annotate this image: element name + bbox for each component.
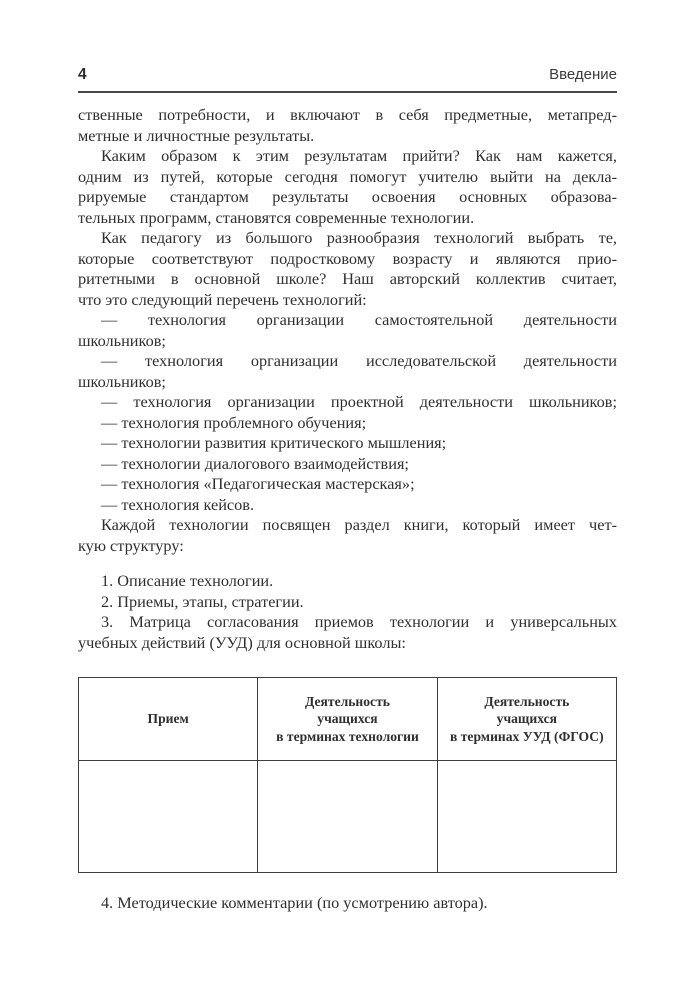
text-line: которые соответствуют подростковому возрасту и являются прио- bbox=[78, 248, 617, 268]
text-line: что это следующий перечень технологий: bbox=[78, 289, 367, 309]
text-line: учебных действий (УУД) для основной школы: bbox=[78, 632, 406, 652]
text-line: школьников; bbox=[78, 371, 166, 391]
text-line: — технология «Педагогическая мастерская»; bbox=[101, 474, 415, 493]
numbered-item bbox=[78, 893, 617, 914]
text-line: кую структуру: bbox=[78, 535, 184, 555]
matrix-header-cell bbox=[79, 678, 258, 761]
matrix-empty-cell bbox=[79, 761, 258, 873]
matrix-empty-row bbox=[79, 761, 617, 873]
matrix-header-cell bbox=[258, 678, 437, 761]
matrix-header-cell bbox=[437, 678, 616, 761]
text-line: 3. Матрица согласования приемов технологии и универсальных bbox=[101, 612, 617, 631]
text-line: — технология организации проектной деятельности школьников; bbox=[101, 392, 617, 411]
matrix-empty-cell bbox=[258, 761, 437, 873]
text-line: — технологии развития критического мышления; bbox=[101, 433, 447, 452]
vertical-gap bbox=[78, 873, 617, 893]
text-line: — технология организации самостоятельной деятельности bbox=[101, 310, 617, 329]
dash-list-item bbox=[78, 495, 617, 516]
text-line: рируемые стандартом результаты освоения основных образова- bbox=[78, 187, 617, 206]
page-body bbox=[78, 105, 617, 914]
matrix-header-line: учащихся bbox=[496, 711, 558, 727]
paragraph-continuation bbox=[78, 105, 617, 146]
text-line: — технология проблемного обучения; bbox=[101, 412, 367, 432]
dash-list-item bbox=[78, 310, 617, 351]
text-line: ственные потребности, и включают в себя предметные, метапред- bbox=[78, 105, 617, 124]
text-line: ритетными в основной школе? Наш авторский коллектив считает, bbox=[78, 269, 617, 288]
matrix-header-line: Деятельность bbox=[484, 693, 570, 709]
matrix-header-line: в терминах технологии bbox=[276, 728, 419, 744]
text-line: Как педагогу из большого разнообразия технологий выбрать те, bbox=[101, 228, 617, 247]
text-line: 1. Описание технологии. bbox=[101, 571, 274, 590]
vertical-gap bbox=[78, 653, 617, 677]
text-line: школьников; bbox=[78, 330, 166, 350]
matrix-header-line: Деятельность bbox=[305, 693, 390, 709]
text-line: — технология кейсов. bbox=[101, 494, 255, 514]
dash-list-item bbox=[78, 454, 617, 475]
text-line: Каким образом к этим результатам прийти? Как нам кажется, bbox=[101, 146, 617, 165]
text-line: Каждой технологии посвящен раздел книги, который имеет чет- bbox=[101, 515, 617, 534]
matrix-header-row bbox=[79, 678, 617, 761]
text-line: одним из путей, которые сегодня помогут учителю выйти на декла- bbox=[78, 166, 617, 186]
dash-list-item bbox=[78, 413, 617, 434]
dash-list-item bbox=[78, 474, 617, 495]
text-line: — технологии диалогового взаимодействия; bbox=[101, 453, 409, 473]
text-line: 2. Приемы, этапы, стратегии. bbox=[101, 591, 304, 611]
paragraph bbox=[78, 146, 617, 228]
dash-list-item bbox=[78, 392, 617, 413]
section-title: Введение bbox=[549, 66, 617, 83]
text-line: метные и личностные результаты. bbox=[78, 125, 315, 145]
running-head bbox=[78, 66, 617, 84]
numbered-item bbox=[78, 612, 617, 653]
dash-list-item bbox=[78, 351, 617, 392]
vertical-gap bbox=[78, 556, 617, 571]
matrix-header-line: в терминах УУД (ФГОС) bbox=[450, 728, 604, 744]
paragraph bbox=[78, 228, 617, 310]
numbered-item bbox=[78, 571, 617, 592]
matrix-header-line: учащихся bbox=[317, 711, 378, 727]
text-line: тельных программ, становятся современные технологии. bbox=[78, 207, 475, 227]
matrix-empty-cell bbox=[437, 761, 616, 873]
page-number: 4 bbox=[78, 66, 87, 83]
text-line: — технология организации исследовательской деятельности bbox=[101, 351, 617, 370]
text-line: 4. Методические комментарии (по усмотрению автора). bbox=[101, 893, 488, 912]
matrix-header-line: Прием bbox=[147, 711, 189, 727]
paragraph bbox=[78, 515, 617, 556]
dash-list-item bbox=[78, 433, 617, 454]
numbered-item bbox=[78, 592, 617, 613]
matrix-table bbox=[78, 677, 617, 873]
header-rule bbox=[78, 91, 617, 93]
